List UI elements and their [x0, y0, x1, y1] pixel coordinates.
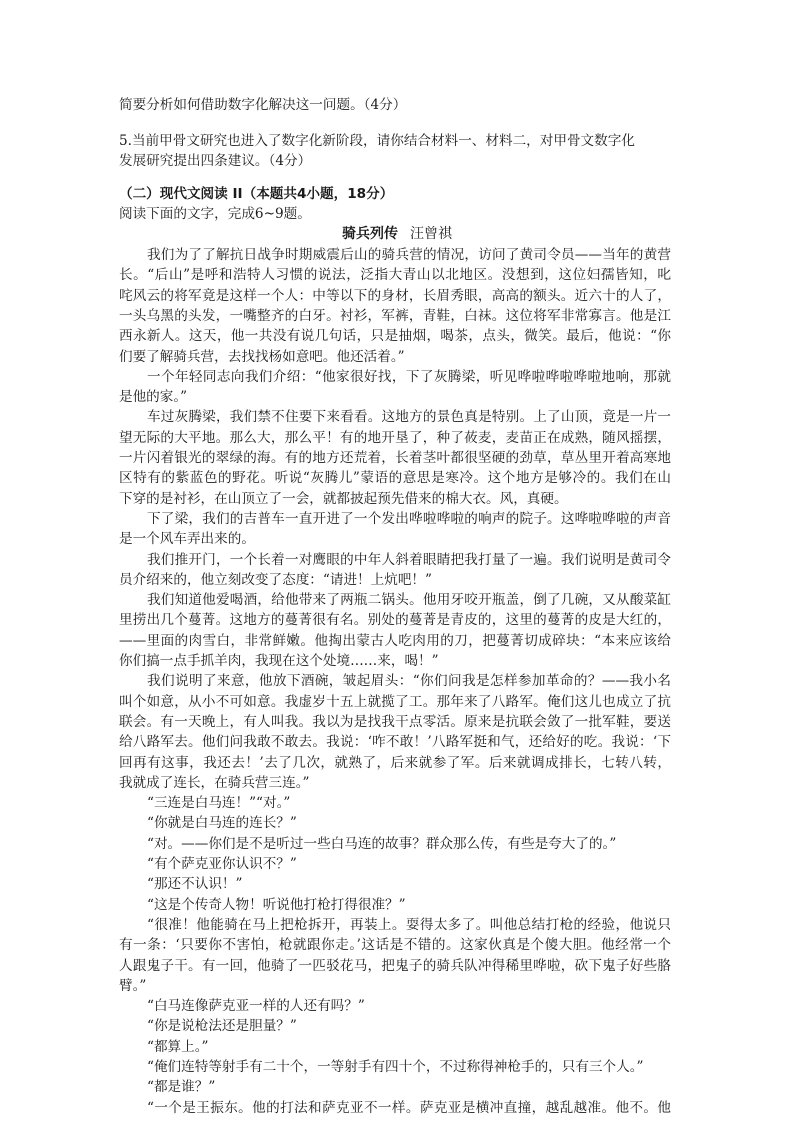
article-line: 下了梁，我们的吉普车一直开进了一个发出哗啦哗啦的响声的院子。这哗啦哗啦的声音 — [147, 510, 671, 527]
article-line: 咤风云的将军竟是这样一个人：中等以下的身材，长眉秀眼，高高的额头。近六十的人了， — [119, 287, 671, 304]
article-line: 一个年轻同志向我们介绍：“他家很好找，下了灰腾梁，听见哗啦哗啦哗啦地响，那就 — [147, 368, 671, 385]
article-line: 我们说明了来意，他放下酒碗，皱起眉头：“你们问我是怎样参加革命的？——我小名 — [147, 673, 671, 690]
article-line: “对。——你们是不是听过一些白马连的故事？群众那么传，有些是夸大了的。” — [147, 835, 617, 852]
article-line: “有个萨克亚你认识不？” — [147, 856, 297, 872]
article-line: 给八路军去。他们问我敢不敢去。我说：‘咋不敢！’八路军挺和气，还给好的吃。我说：‘下 — [119, 734, 671, 751]
article-line: “你是说枪法还是胆量？” — [147, 1018, 297, 1035]
article-line: 区特有的紫蓝色的野花。听说“灰腾儿”蒙语的意思是寒冷。这个地方是够冷的。我们在山 — [119, 470, 671, 487]
article-line: 们要了解骑兵营，去找找杨如意吧。他还活着。” — [119, 348, 405, 365]
article-line: 有一条：‘只要你不害怕，枪就跟你走。’这话是不错的。这家伙真是个傻大胆。他经常一个 — [119, 937, 671, 954]
question-4-tail: 简要分析如何借助数字化解决这一问题。（4分） — [119, 97, 407, 113]
article-line: 一片闪着银光的翠绿的海。有的地方还荒着，长着茎叶都很坚硬的劲草，草丛里开着高寒地 — [119, 450, 671, 466]
article-line: 你们搞一点手抓羊肉，我现在这个处境……来，喝！” — [119, 653, 439, 669]
article-line: 是他的家。” — [119, 389, 188, 406]
article-line: 联会。有一天晚上，有人叫我。我以为是找我干点零活。原来是抗联会敛了一批军鞋，要送 — [119, 713, 671, 730]
article-line: 我们为了了解抗日战争时期威震后山的骑兵营的情况，访问了黄司令员——当年的黄营 — [147, 247, 671, 263]
article-author: 汪曾祺 — [410, 226, 452, 242]
article-line: “三连是白马连！”“对。” — [147, 795, 291, 812]
article-line: 员介绍来的，他立刻改变了态度：“请进！上炕吧！” — [119, 571, 432, 588]
article-line: 长。“后山”是呼和浩特人习惯的说法，泛指大青山以北地区。没想到，这位妇孺皆知，叱 — [119, 267, 671, 284]
article-line: “都是谁？” — [147, 1079, 216, 1096]
article-line: 一头乌黑的头发，一嘴整齐的白牙。衬衫，军裤，青鞋，白袜。这位将军非常寡言。他是江 — [119, 307, 671, 324]
article-line: 我就成了连长，在骑兵营三连。” — [119, 774, 310, 791]
article-line: “这是个传奇人物！听说他打枪打得很准？” — [147, 896, 406, 913]
question-5-line-1: 5.当前甲骨文研究也进入了数字化新阶段，请你结合材料一、材料二，对甲骨文数字化 — [119, 133, 635, 149]
article-line: “俺们连特等射手有二十个，一等射手有四十个，不过称得神枪手的，只有三个人。” — [147, 1059, 644, 1075]
article-line: 回再有这事，我还去！’去了几次，就熟了，后来就参了军。后来就调成排长，七转八转， — [119, 754, 671, 771]
article-line: 我们知道他爱喝酒，给他带来了两瓶二锅头。他用牙咬开瓶盖，倒了几碗，又从酸菜缸 — [147, 592, 671, 609]
article-line: “那还不认识！” — [147, 876, 243, 893]
article-line: 西永新人。这天，他一共没有说几句话，只是抽烟，喝茶，点头，微笑。最后，他说：“你 — [119, 328, 671, 345]
article-line: 望无际的大平地。那么大，那么平！有的地开垦了，种了莜麦，麦苗正在成熟，随风摇摆， — [119, 429, 671, 446]
article-title: 骑兵列传 — [342, 226, 398, 242]
article-title-line — [0, 223, 794, 245]
article-line: 车过灰腾梁，我们禁不住要下来看看。这地方的景色真是特别。上了山顶，竟是一片一 — [147, 409, 671, 426]
section-instruction: 阅读下面的文字，完成6~9题。 — [119, 206, 311, 222]
section-header: （二）现代文阅读 II（本题共4小题，18分） — [119, 186, 394, 202]
article-line: ——里面的肉雪白，非常鲜嫩。他掏出蒙古人吃肉用的刀，把蔓菁切成碎块：“本来应该给 — [119, 632, 671, 649]
article-line: 人跟鬼子干。有一回，他骑了一匹驳花马，把鬼子的骑兵队冲得稀里哗啦，砍下鬼子好些胳 — [119, 957, 671, 974]
article-line: “白马连像萨克亚一样的人还有吗？” — [147, 998, 365, 1015]
article-line: 叫个如意，从小不可如意。我虚岁十五上就揽了工。那年来了八路军。俺们这儿也成立了抗 — [119, 693, 671, 710]
article-line: 我们推开门，一个长着一对鹰眼的中年人斜着眼睛把我打量了一遍。我们说明是黄司令 — [147, 551, 671, 568]
article-line: 臂。” — [119, 977, 147, 994]
article-line: “你就是白马连的连长？” — [147, 815, 297, 832]
article-line: 是一个风车弄出来的。 — [119, 531, 255, 548]
article-line: “都算上。” — [147, 1038, 209, 1055]
article-line: “一个是王振东。他的打法和萨克亚不一样。萨克亚是横冲直撞，越乱越准。他不。他 — [147, 1099, 671, 1116]
question-5-line-2: 发展研究提出四条建议。（4分） — [119, 153, 312, 169]
article-line: “很准！他能骑在马上把枪拆开，再装上。耍得太多了。叫他总结打枪的经验，他说只 — [147, 916, 671, 933]
article-line: 里捞出几个蔓菁。这地方的蔓菁很有名。别处的蔓菁是青皮的，这里的蔓菁的皮是大红的， — [119, 612, 671, 629]
article-line: 下穿的是衬衫，在山顶立了一会，就都披起预先借来的棉大衣。风，真硬。 — [119, 490, 568, 507]
